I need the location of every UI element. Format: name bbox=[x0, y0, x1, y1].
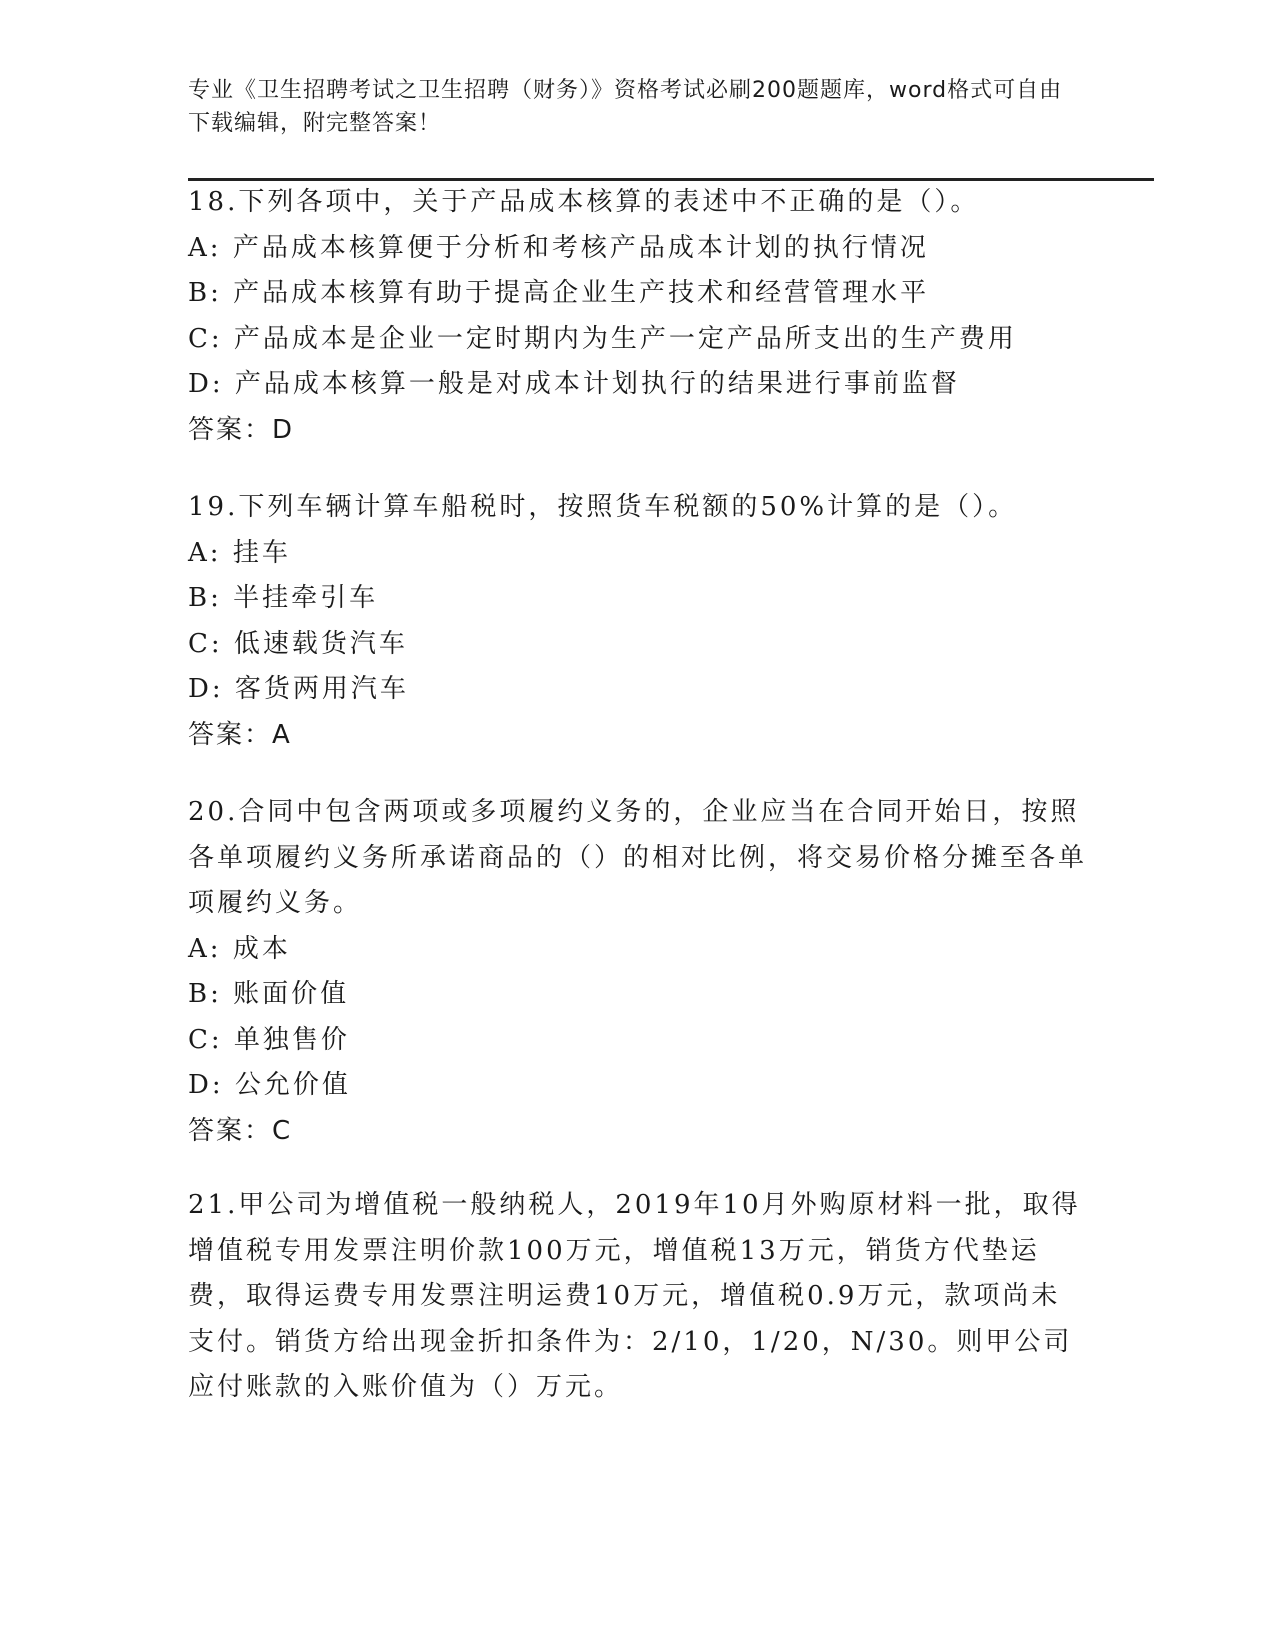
option-b bbox=[188, 271, 1088, 317]
option-key: B: bbox=[188, 278, 222, 308]
option-text: 单独售价 bbox=[233, 1024, 350, 1055]
option-key: A: bbox=[188, 232, 222, 263]
document-header: 专业《卫生招聘考试之卫生招聘（财务）》资格考试必刷200题题库，word格式可自由下载编辑，附完整答案！ bbox=[188, 78, 1063, 136]
option-c bbox=[188, 1018, 1088, 1064]
option-a bbox=[188, 531, 1088, 577]
option-text: 产品成本是企业一定时期内为生产一定产品所支出的生产费用 bbox=[233, 323, 1017, 354]
option-d bbox=[188, 1063, 1088, 1109]
option-a bbox=[188, 226, 1088, 272]
option-text: 挂车 bbox=[232, 537, 291, 568]
option-key: D: bbox=[188, 369, 224, 399]
option-d bbox=[188, 362, 1088, 408]
option-key: D: bbox=[188, 1070, 224, 1100]
option-c bbox=[188, 317, 1088, 363]
option-key: C: bbox=[188, 323, 223, 354]
option-key: C: bbox=[188, 1024, 223, 1055]
question-21 bbox=[188, 1183, 1088, 1411]
option-text: 公允价值 bbox=[234, 1070, 351, 1100]
question-stem: 20.合同中包含两项或多项履约义务的，企业应当在合同开始日，按照各单项履约义务所承诺商品的（）的相对比例，将交易价格分摊至各单项履约义务。 bbox=[188, 797, 1088, 918]
option-b bbox=[188, 576, 1088, 622]
option-text: 产品成本核算有助于提高企业生产技术和经营管理水平 bbox=[233, 278, 930, 308]
option-c bbox=[188, 622, 1088, 668]
option-key: C: bbox=[188, 628, 223, 659]
question-18 bbox=[188, 180, 1088, 453]
answer-line: 答案：C bbox=[188, 1115, 293, 1146]
question-stem: 18.下列各项中，关于产品成本核算的表述中不正确的是（）。 bbox=[188, 187, 980, 217]
option-text: 半挂牵引车 bbox=[233, 583, 379, 613]
question-stem: 19.下列车辆计算车船税时，按照货车税额的50%计算的是（）。 bbox=[188, 492, 1018, 522]
option-a bbox=[188, 927, 1088, 973]
option-text: 产品成本核算便于分析和考核产品成本计划的执行情况 bbox=[232, 232, 929, 263]
option-d bbox=[188, 667, 1088, 713]
answer-line: 答案：A bbox=[188, 719, 292, 750]
option-b bbox=[188, 972, 1088, 1018]
option-key: B: bbox=[188, 583, 222, 613]
question-20 bbox=[188, 790, 1088, 1154]
option-text: 客货两用汽车 bbox=[234, 674, 409, 704]
option-text: 低速载货汽车 bbox=[233, 628, 408, 659]
option-text: 账面价值 bbox=[233, 979, 350, 1009]
option-key: A: bbox=[188, 537, 222, 568]
answer-line: 答案：D bbox=[188, 414, 295, 445]
question-stem: 21.甲公司为增值税一般纳税人，2019年10月外购原材料一批，取得增值税专用发票注明价款100万元，增值税13万元，销货方代垫运费，取得运费专用发票注明运费10万元，增值税0.9万元，款项尚未支付。销货方给出现金折扣条件为：2/10，1/20，N/30。则甲公司应付账款的入账价值为（）万元。 bbox=[188, 1190, 1081, 1402]
option-key: B: bbox=[188, 979, 222, 1009]
option-text: 产品成本核算一般是对成本计划执行的结果进行事前监督 bbox=[234, 369, 960, 399]
question-19 bbox=[188, 485, 1088, 758]
option-key: A: bbox=[188, 933, 222, 964]
option-text: 成本 bbox=[232, 933, 291, 964]
option-key: D: bbox=[188, 674, 224, 704]
